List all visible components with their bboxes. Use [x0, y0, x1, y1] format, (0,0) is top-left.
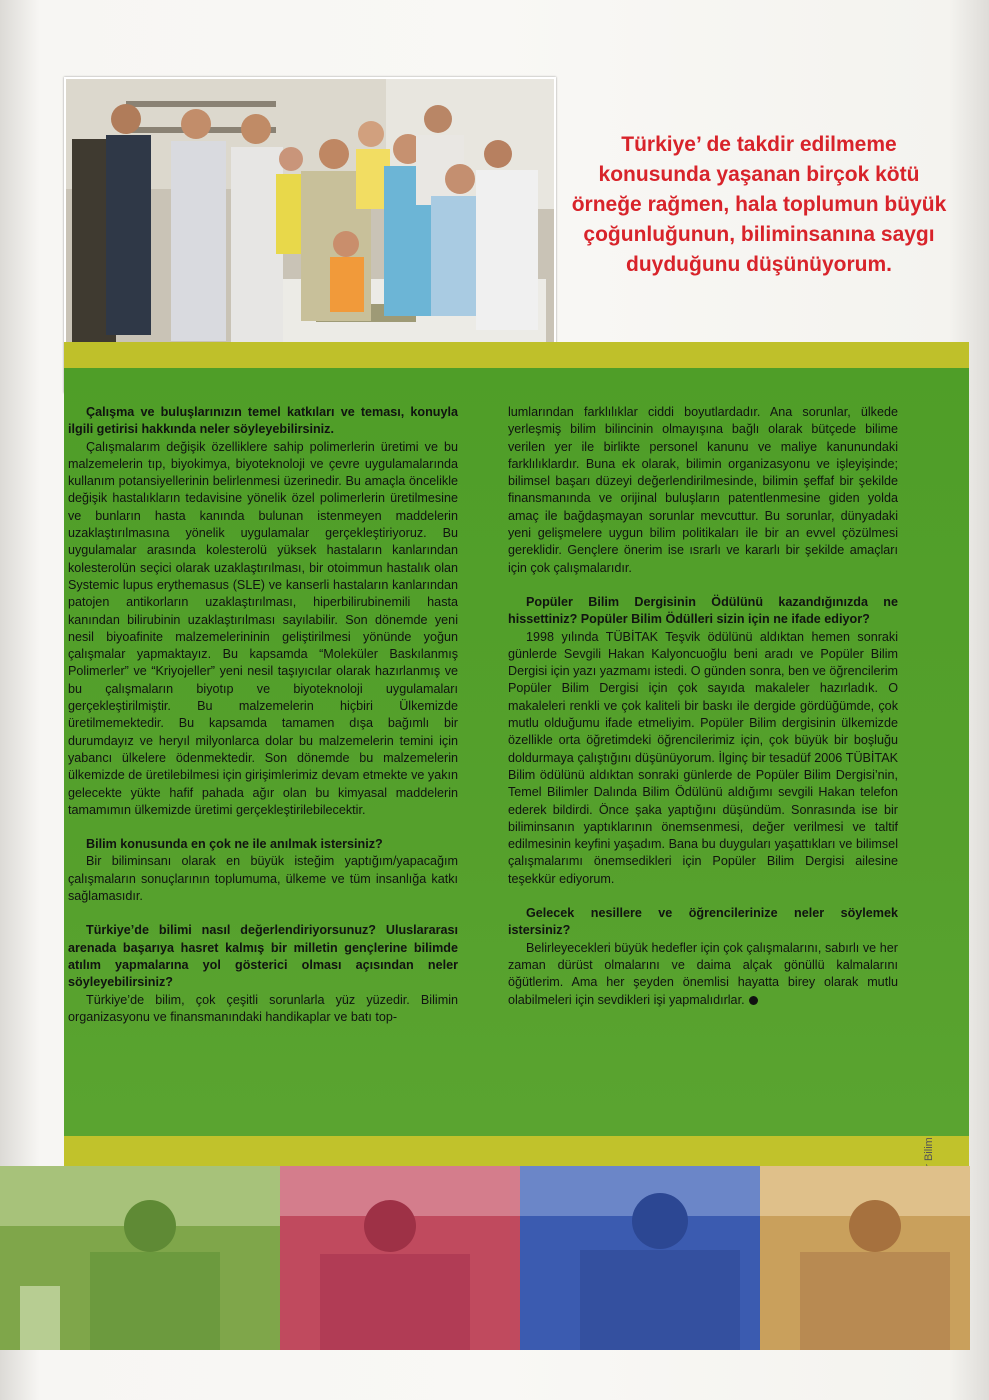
photo-strip-orange — [760, 1166, 970, 1350]
top-accent-band — [64, 342, 969, 368]
photo-strip-green — [0, 1166, 280, 1350]
answer-remembered: Bir biliminsanı olarak en büyük isteğim yaptığım/yapacağım çalışmaların sonuçlarının toplumuma, ülkeme ve tüm insanlığa katkı sağlamasıdır. — [68, 854, 458, 904]
right-text-column — [508, 404, 898, 1009]
left-text-column — [68, 404, 458, 1026]
question-future-generations: Gelecek nesillere ve öğrencilerinize neler söylemek istersiniz? — [508, 906, 898, 938]
question-science-in-turkey: Türkiye’de bilimi nasıl değerlendiriyorsunuz? Uluslararası arenada başarıya hasret kalmış bir milletin gençlerine bilimde atılım yapmalarına yol gösterici olması açısından neler söyleyebilirsiniz? — [68, 923, 458, 990]
answer-science-in-turkey: Türkiye’de bilim, çok çeşitli sorunlarla yüz yüzedir. Bilimin organizasyonu ve finansmanındaki handikaplar ve batı top- — [68, 992, 458, 1024]
pull-quote: Türkiye’ de takdir edilmeme konusunda yaşanan birçok kötü örneğe rağmen, hala toplumun büyük çoğunluğunun, biliminsanına saygı duyduğunu düşünüyorum. — [571, 133, 947, 276]
bottom-accent-band — [64, 1136, 969, 1166]
question-remembered: Bilim konusunda en çok ne ile anılmak istersiniz? — [86, 837, 383, 852]
answer-contributions: Çalışmalarım değişik özelliklere sahip polimerlerin üretimi ve bu malzemelerin tıp, biyokimya, biyoteknoloji ve çevre uygulamalarında kullanım potansiyellerinin belirlenmesi üzerinedir. Bu amaçla öncelikle değişik hastalıkların tedavisine yönelik özel polimerlerin üretilmesine ve bunların hasta kanında bulunan istenmeyen maddelerin uzaklaştırılmasına yönelik uygulamalar gerçekleştiriyoruz. Bu uygulamalar arasında kolesterolü yüksek hastaların kanlarından kolesterolün seçici olarak uzaklaştırılması, bir otoimmun hastalık olan Systemic lupus erythemasus (SLE) ve kanserli hastaların kanlarından patojen antikorların uzaklaştırılması, hiperbilirubinemili hasta kanından bilirubinin uzaklaştırılması sayılabilir. Son dönemde yeni nesil biyoafinite malzemelerininin geliştirilmesi yönünde yoğun çalışmalar yapmaktayız. Bu kapsamda “Moleküler Baskılanmış Polimerler” ve “Kriyojeller” yeni nesil taşıyıcılar olarak hazırlanmış ve bu çalışmaların biyotıp ve biyoteknoloji uygulamaları gerçekleştirilmiştir. Bu malzemelerin hiçbiri Ülkemizde üretilmemektedir. Bu kapsamda tamamen dışa bağımlı bir durumdayız ve heryıl milyonlarca dolar bu malzemelerin temini için yabancı ülkelere ödenmektedir. Son dönemde bu malzemelerin ülkemizde de üretilebilmesi için girişimlerimiz devam etmekte ve yakın gelecekte yükte hafif pahada ağır olan bu kimyasal maddelerin tamamımın ülkemizde üretimi gerçekleştirilebilecektir. — [68, 439, 458, 817]
answer-future-generations: Belirleyecekleri büyük hedefler için çok çalışmalarını, sabırlı ve her zaman dürüst olmalarını ve daima alçak gönüllü kalmalarını öğütlerim. Ama her şeyden önemlisi hayatta birey olarak mutlu olabilmeleri için sevdikleri işi yapmalıdırlar. — [508, 940, 898, 1007]
answer-award: 1998 yılında TÜBİTAK Teşvik ödülünü aldıktan hemen sonraki günlerde Sevgili Hakan Kalyoncuoğlu beni aradı ve Popüler Bilim Dergisi için yazı yazmamı istedi. O günden sonra, ben ve öğrencilerim Popüler Bilim Dergisi için çok sayıda makaleler hazırladık. O makaleleri renkli ve çok kaliteli bir baskı ile dergide gördüğümde, çok mutlu olduğumu ifade etmeliyim. Popüler Bilim dergisinin ülkemizde özellikle orta öğretimdeki öğrencilerimiz için, çok büyük bir boşluğu doldurmaya çalıştığını düşünüyorum. İlginç bir tesadüf 2006 TÜBİTAK Bilim ödülünü aldıktan sonraki günlerde de Popüler Bilim Dergisi’nin, Temel Bilimler Dalında Bilim Ödülünü aldığımı sevgili Hakan telefon ederek bildirdi. Önce şaka yaptığını düşündüm. Sonrasında ise bir biliminsanın yaptıklarının önemsenmesi, değer verilmesi ve taltif edilmesinin keyfini yaşadım. Bana bu duyguları yaşattıkları ve bilimsel çalışmalarımı önemsedikleri için Popüler Bilim Dergisi ailesine teşekkür ediyorum. — [508, 629, 898, 886]
photo-strip-red — [280, 1166, 520, 1350]
photo-strip-blue — [520, 1166, 760, 1350]
question-contributions: Çalışma ve buluşlarınızın temel katkıları ve teması, konuyla ilgili getirisi hakkında neler söyleyebilirsiniz. — [68, 405, 458, 437]
end-of-article-icon — [749, 996, 758, 1005]
answer-science-in-turkey-continued: lumlarından farklılıklar ciddi boyutlardadır. Ana sorunlar, ülkede yerleşmiş bilim bilincinin olmayışına bağlı olarak bütçede bilime verilen yer ile birlikte personel kanunu ve maliye kanunundaki farklılıklardır. Buna ek olarak, bilimin organizasyonu ve işleyişinde; bilimsel başarı düzeyi değerlendirilmesinde, bilimin şeffaf bir şekilde finansmanında ve orijinal buluşların patentlenmesine giden yolda amaç ile bağdaşmayan sorunlar mevcuttur. Bu sorunlar, dünyadaki yeni gelişmelere uygun bilim politikaları ile bir an evvel çözülmesi gereklidir. Gençlere önerim ise ısrarlı ve kararlı bir şekilde amaçları için çok çalışmalarıdır. — [508, 405, 898, 575]
question-award: Popüler Bilim Dergisinin Ödülünü kazandığınızda ne hissettiniz? Popüler Bilim Ödülleri sizin için ne ifade ediyor? — [508, 594, 898, 627]
